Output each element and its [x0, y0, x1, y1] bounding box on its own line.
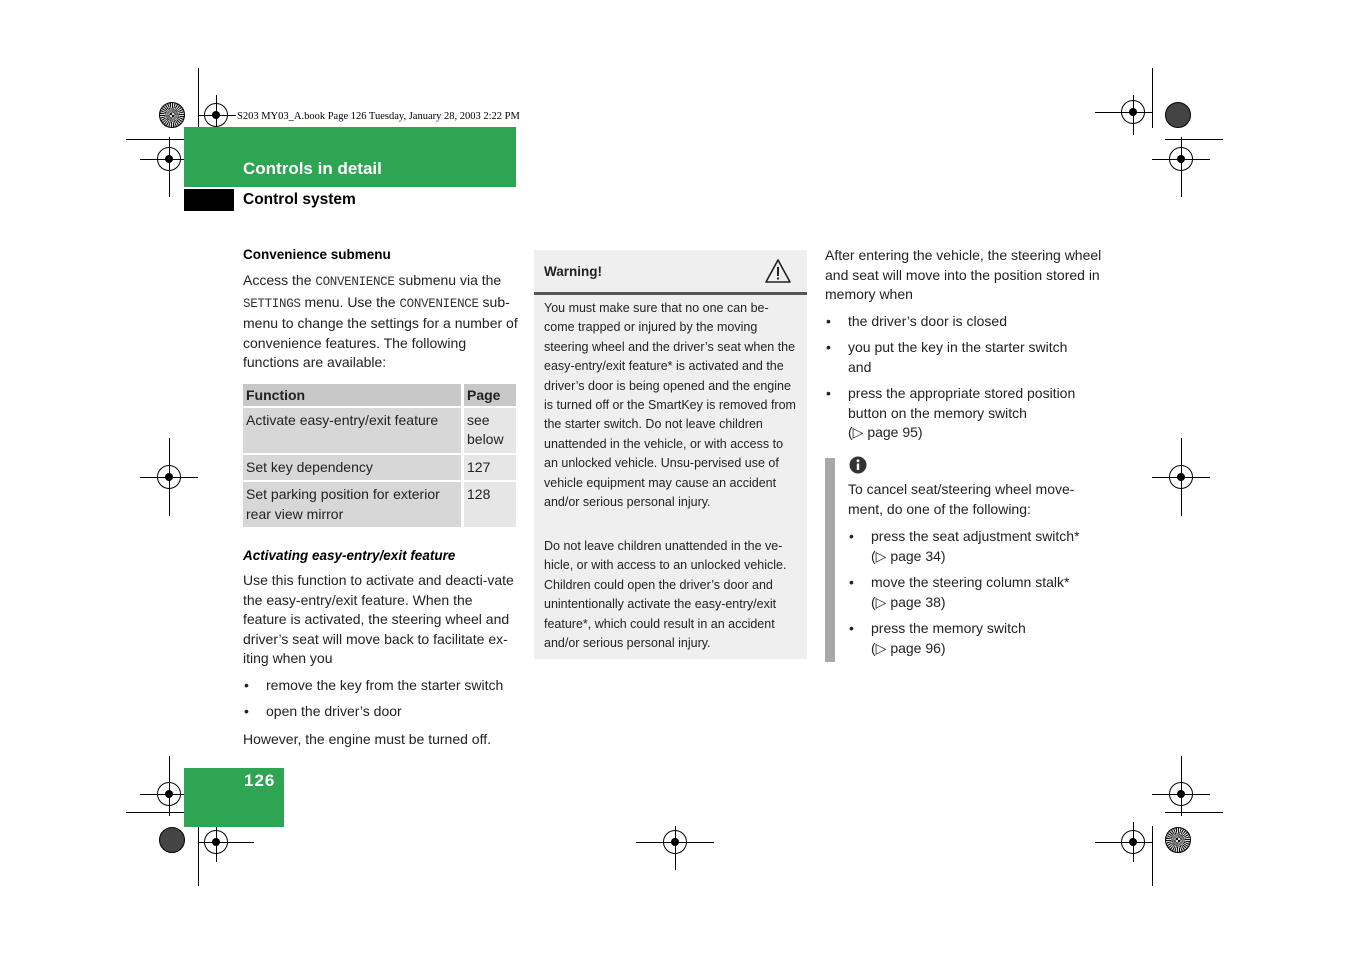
warning-title: Warning! — [544, 264, 602, 279]
page-reference: (▷ page 95) — [848, 424, 923, 440]
list-item — [848, 527, 1103, 566]
page-reference: (▷ page 96) — [871, 639, 946, 656]
list-item-text: press the seat adjustment switch* — [871, 528, 1080, 544]
menu-name-convenience: CONVENIENCE — [315, 275, 395, 289]
warning-paragraph: You must make sure that no one can be-come trapped or injured by the moving steering wheel and the driver’s seat when the easy-entry/exit feature* is activated and the driver’s door is being opened and the engine is turned off or the SmartKey is removed from the starter switch. Do not leave children unattended in the vehicle, or with access to an unlocked vehicle. Unsu-pervised use of vehicle equipment may cause an accident and/or serious personal injury. — [544, 301, 796, 510]
warning-box — [534, 250, 807, 659]
table-cell-page: 127 — [464, 455, 516, 481]
functions-table — [243, 382, 516, 530]
list-item — [848, 619, 1103, 658]
activating-heading: Activating easy-entry/exit feature — [243, 548, 456, 563]
intro-text: Access the — [243, 272, 316, 288]
left-column — [243, 247, 518, 749]
page-reference: (▷ page 34) — [871, 547, 946, 564]
registration-mark-icon — [1169, 465, 1193, 489]
memory-intro: After entering the vehicle, the steering wheel and seat will move into the position stored in memory when — [825, 247, 1102, 302]
registration-mark-icon — [204, 830, 228, 854]
page-reference: (▷ page 38) — [871, 593, 946, 610]
list-item — [848, 573, 1103, 612]
table-cell-function: Set parking position for exterior rear view mirror — [243, 482, 464, 527]
list-item-text: the driver’s door is closed — [848, 312, 1008, 329]
page-number: 126 — [244, 771, 276, 790]
subsection-marker — [184, 189, 234, 211]
right-column — [825, 246, 1103, 443]
list-item — [825, 384, 1103, 443]
info-sidebar — [825, 458, 835, 662]
convenience-submenu-heading: Convenience submenu — [243, 247, 391, 262]
warning-paragraph: Do not leave children unattended in the ve-hicle, or with access to an unlocked vehicle. Children could open the driver’s door and unintentionally activate the easy-entry/exit feature*, which could result in an accident and/or serious personal injury. — [544, 539, 787, 651]
info-block — [848, 480, 1103, 658]
engine-note: However, the engine must be turned off. — [243, 730, 492, 747]
warning-divider — [534, 292, 807, 295]
list-item: • remove the key from the starter switch — [243, 676, 518, 696]
table-cell-function: Set key dependency — [243, 455, 464, 481]
list-item-text: and — [848, 358, 872, 375]
list-item — [825, 338, 1103, 377]
info-icon — [848, 455, 868, 475]
table-header-page: Page — [464, 384, 516, 406]
memory-conditions-list — [825, 312, 1103, 443]
intro-text: sub-menu to change the settings for a number of convenience features. The following functions are available: — [243, 293, 518, 370]
table-header-function: Function — [243, 384, 464, 406]
intro-text: submenu via the — [394, 272, 502, 288]
registration-mark-icon — [1121, 100, 1145, 124]
exit-conditions-list — [243, 676, 518, 722]
table-cell-function: Activate easy-entry/exit feature — [243, 408, 464, 453]
table-cell-page: 128 — [464, 482, 516, 527]
list-item-text: press the appropriate stored position button on the memory switch — [848, 385, 1076, 421]
table-row — [243, 482, 516, 527]
menu-name-settings: SETTINGS — [243, 296, 301, 311]
list-item-text: press the memory switch — [871, 620, 1026, 636]
calibration-dial-icon — [1165, 827, 1191, 853]
activating-paragraph: Use this function to activate and deacti-vate the easy-entry/exit feature. When the feature is activated, the steering wheel and driver’s seat will move back to facilitate ex-iting when you — [243, 572, 514, 666]
subsection-title: Control system — [243, 191, 356, 208]
table-row — [243, 408, 516, 453]
registration-mark-icon — [1169, 147, 1193, 171]
registration-mark-icon — [1169, 782, 1193, 806]
list-item: • open the driver’s door — [243, 702, 518, 722]
registration-mark-icon — [204, 103, 228, 127]
section-title: Controls in detail — [243, 159, 382, 178]
info-text: To cancel seat/steering wheel move-ment, do one of the following: — [848, 481, 1075, 517]
table-header-row — [243, 384, 516, 406]
registration-mark-icon — [663, 830, 687, 854]
intro-paragraph — [243, 271, 518, 373]
list-item-text: move the steering column stalk* — [871, 574, 1070, 590]
intro-text: menu. Use the — [300, 293, 400, 310]
cancel-options-list — [848, 527, 1103, 658]
registration-mark-icon — [157, 147, 181, 171]
table-row — [243, 455, 516, 481]
registration-mark-icon — [157, 782, 181, 806]
menu-name-convenience: CONVENIENCE — [399, 296, 479, 311]
calibration-dial-icon — [1165, 102, 1191, 128]
list-item-text: you put the key in the starter switch — [848, 339, 1068, 355]
calibration-dial-icon — [159, 827, 185, 853]
list-item — [825, 312, 1103, 332]
print-header: S203 MY03_A.book Page 126 Tuesday, January 28, 2003 2:22 PM — [237, 111, 520, 122]
registration-mark-icon — [1121, 830, 1145, 854]
registration-mark-icon — [157, 465, 181, 489]
table-cell-page: see below — [464, 408, 516, 453]
calibration-dial-icon — [159, 102, 185, 128]
warning-triangle-icon — [764, 258, 792, 284]
